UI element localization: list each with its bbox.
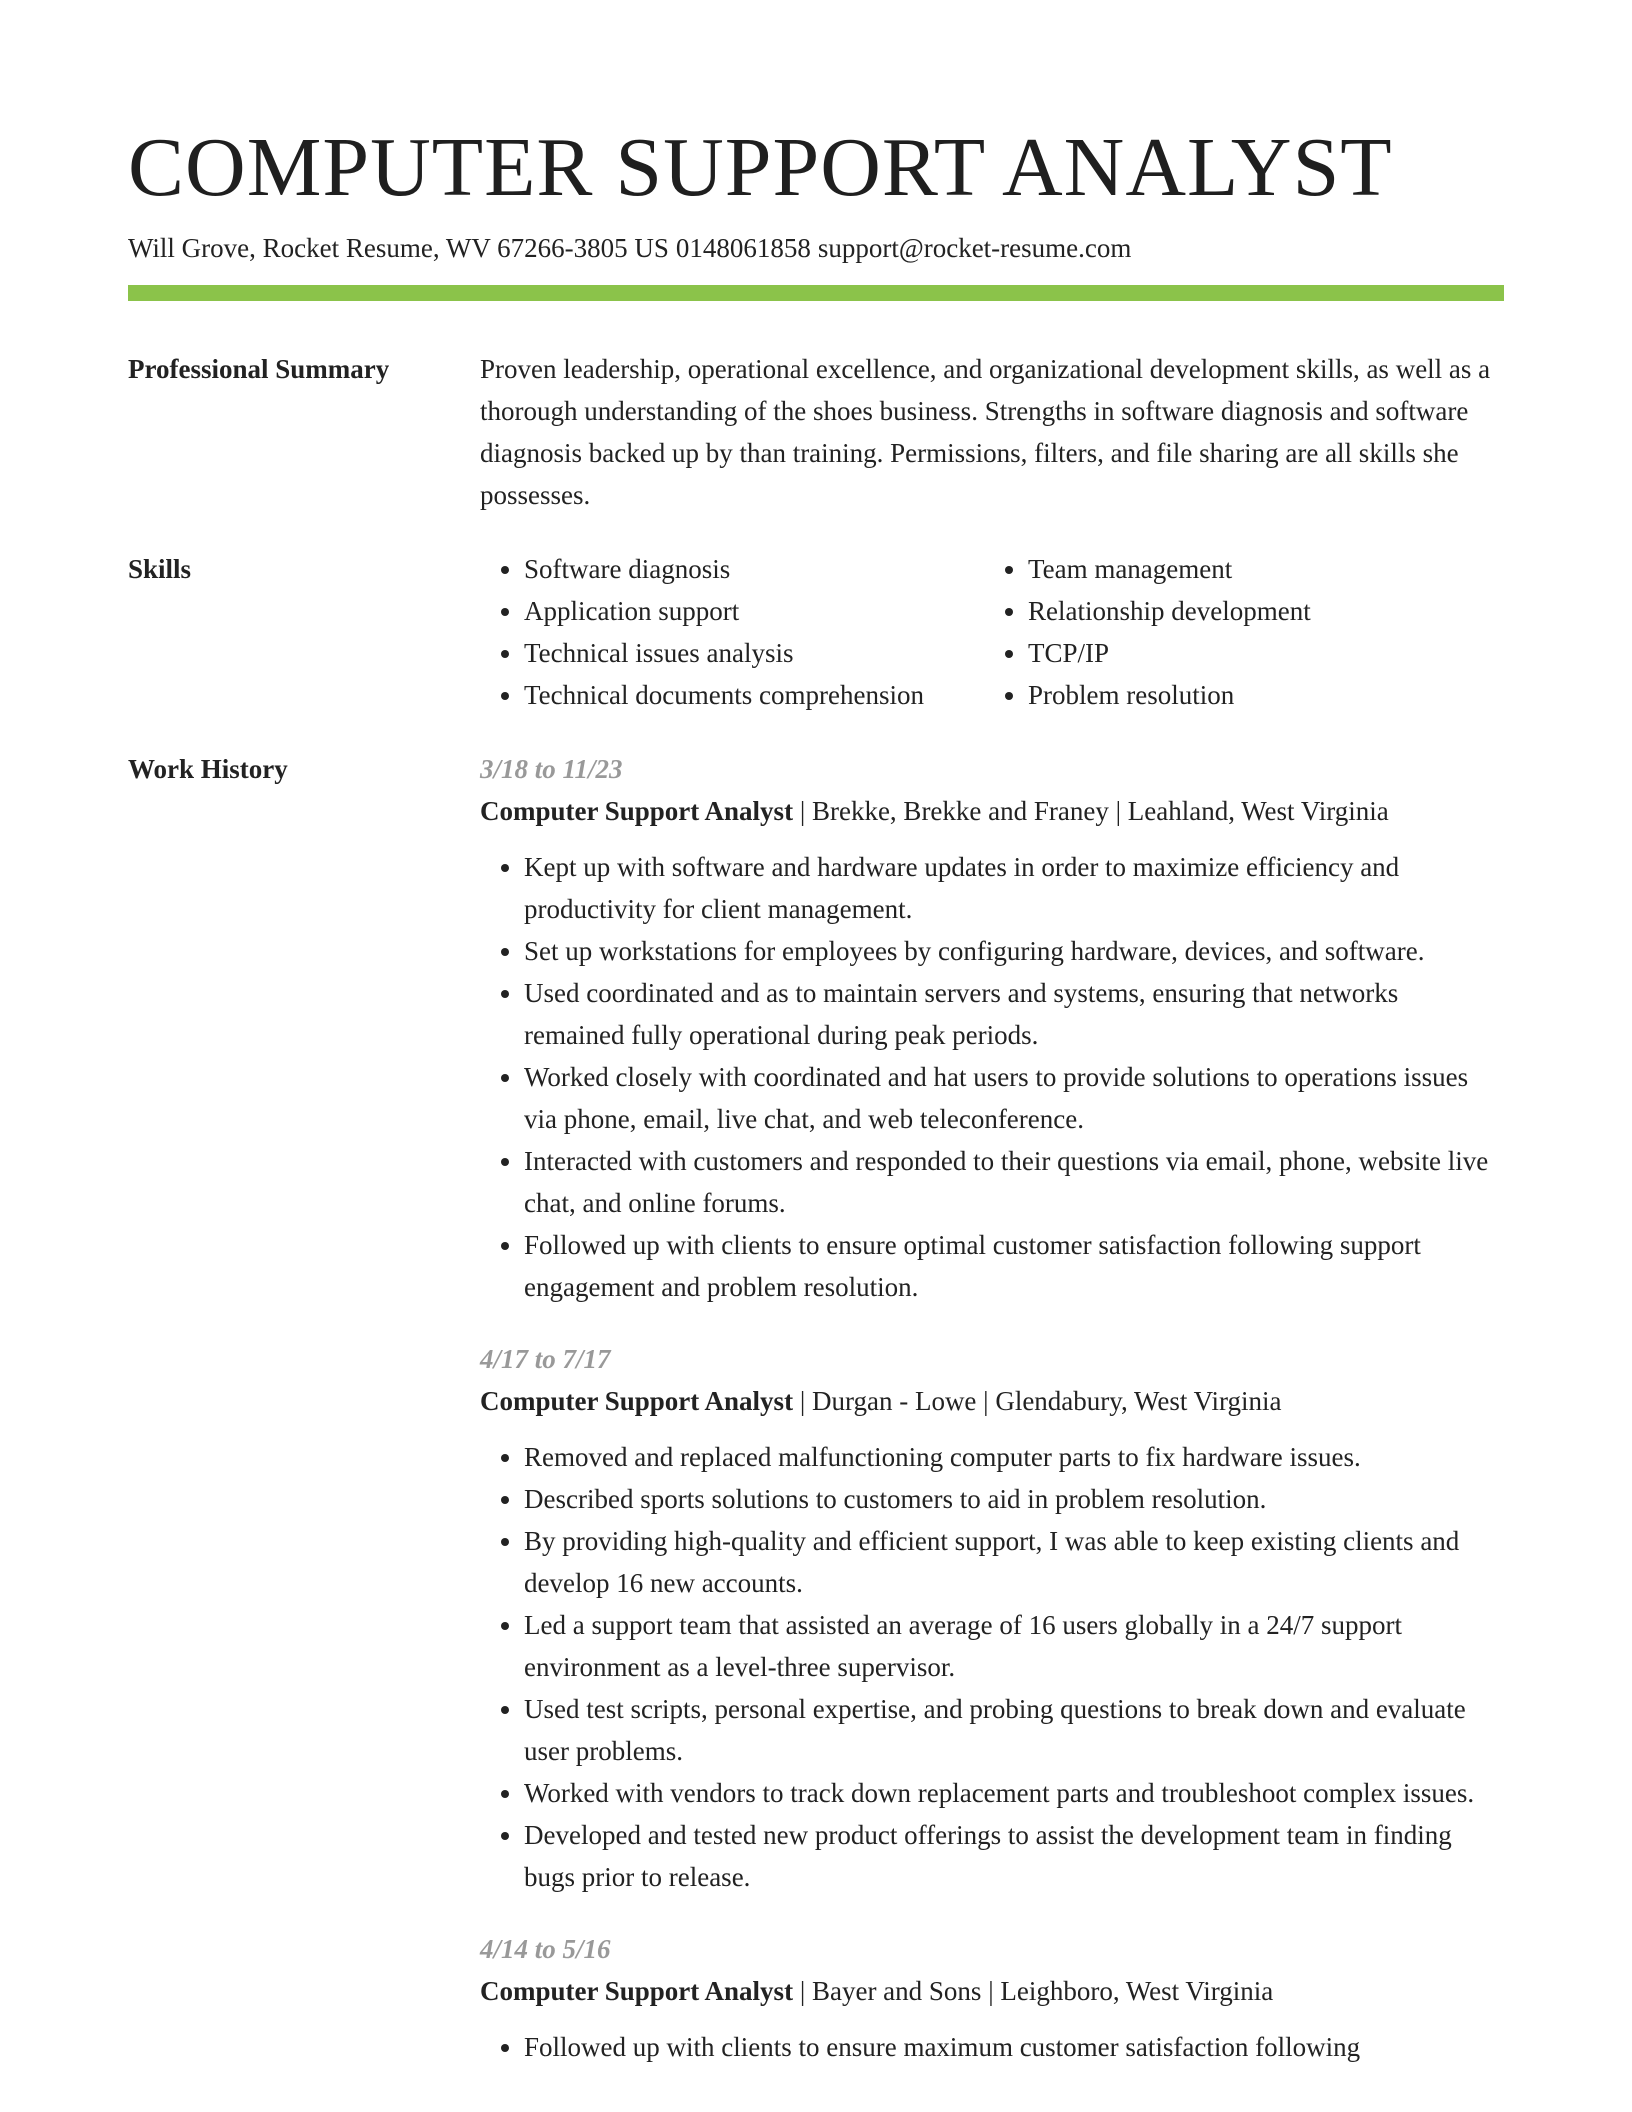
skill-item: • Software diagnosis (524, 548, 984, 590)
job-company: Durgan - Lowe (811, 1386, 977, 1416)
skill-item: • Problem resolution (1028, 674, 1311, 716)
skills-column-2 (984, 548, 1311, 716)
job-dates: 4/17 to 7/17 (480, 1344, 611, 1374)
summary-text: Proven leadership, operational excellence, and organizational development skills, as well as a thorough understanding of the shoes business. Strengths in software diagnosis and software diagnosis backed up by than training. Permissions, filters, and file sharing are all skills she possesses. (480, 354, 1491, 510)
job-bullet: • Led a support team that assisted an average of 16 users globally in a 24/7 support environment as a level-three supervisor. (524, 1604, 1504, 1688)
job-title: Computer Support Analyst (480, 1386, 794, 1416)
contact-line (128, 230, 1138, 266)
job-bullets (480, 846, 1504, 1308)
skill-item: • Relationship development (1028, 590, 1311, 632)
job-location: Glendabury, West Virginia (995, 1386, 1282, 1416)
job-company: Bayer and Sons (811, 1976, 982, 2006)
job-dates: 3/18 to 11/23 (480, 754, 623, 784)
work-history-heading: Work History (128, 754, 288, 784)
job-location: Leighboro, West Virginia (1000, 1976, 1274, 2006)
job-header-line: Computer Support Analyst | Durgan - Lowe | Glendabury, West Virginia (480, 1386, 1282, 1416)
job-bullet: • Followed up with clients to ensure optimal customer satisfaction following support engagement and problem resolution. (524, 1224, 1504, 1308)
skills-body (480, 548, 1504, 716)
job-bullet: • Set up workstations for employees by configuring hardware, devices, and software. (524, 930, 1504, 972)
job-bullet: • By providing high-quality and efficient support, I was able to keep existing clients and develop 16 new accounts. (524, 1520, 1504, 1604)
skill-item: • Application support (524, 590, 984, 632)
job-bullet: • Followed up with clients to ensure maximum customer satisfaction following (524, 2026, 1504, 2068)
job-bullet: • Removed and replaced malfunctioning computer parts to fix hardware issues. (524, 1436, 1504, 1478)
job-bullet: • Worked closely with coordinated and hat users to provide solutions to operations issues via phone, email, live chat, and web teleconference. (524, 1056, 1504, 1140)
summary-body (480, 348, 1504, 516)
job-bullet: • Described sports solutions to customers to aid in problem resolution. (524, 1478, 1504, 1520)
job-bullet: • Kept up with software and hardware updates in order to maximize efficiency and productivity for client management. (524, 846, 1504, 930)
job-company: Brekke, Brekke and Franey (811, 796, 1109, 826)
header-divider (128, 285, 1504, 301)
skills-heading: Skills (128, 554, 192, 584)
job-entry (480, 748, 1504, 1308)
contact-email: support@rocket-resume.com (817, 233, 1132, 263)
resume-name-heading: COMPUTER SUPPORT ANALYST (128, 121, 1393, 214)
job-entry (480, 1928, 1504, 2068)
job-title: Computer Support Analyst (480, 796, 794, 826)
job-bullet: • Developed and tested new product offerings to assist the development team in finding bugs prior to release. (524, 1814, 1504, 1898)
job-bullet: • Worked with vendors to track down replacement parts and troubleshoot complex issues. (524, 1772, 1504, 1814)
summary-heading: Professional Summary (128, 354, 390, 384)
work-history-body (480, 748, 1504, 2098)
job-bullet: • Interacted with customers and responded to their questions via email, phone, website live chat, and online forums. (524, 1140, 1504, 1224)
contact-address: Will Grove, Rocket Resume, WV 67266-3805 US (128, 233, 669, 263)
job-bullets (480, 1436, 1504, 1898)
job-entry (480, 1338, 1504, 1898)
skills-column-1 (480, 548, 984, 716)
contact-phone: 0148061858 (675, 233, 811, 263)
job-bullet: • Used coordinated and as to maintain servers and systems, ensuring that networks remained fully operational during peak periods. (524, 972, 1504, 1056)
job-header-line: Computer Support Analyst | Bayer and Sons | Leighboro, West Virginia (480, 1976, 1274, 2006)
job-header-line: Computer Support Analyst | Brekke, Brekke and Franey | Leahland, West Virginia (480, 796, 1389, 826)
skill-item: • Technical issues analysis (524, 632, 984, 674)
job-dates: 4/14 to 5/16 (480, 1934, 611, 1964)
skills-columns (480, 548, 1504, 716)
job-bullets (480, 2026, 1504, 2068)
skill-item: • TCP/IP (1028, 632, 1311, 674)
job-bullet: • Used test scripts, personal expertise, and probing questions to break down and evaluate user problems. (524, 1688, 1504, 1772)
skill-item: • Team management (1028, 548, 1311, 590)
job-title: Computer Support Analyst (480, 1976, 794, 2006)
skill-item: • Technical documents comprehension (524, 674, 984, 716)
job-location: Leahland, West Virginia (1127, 796, 1389, 826)
